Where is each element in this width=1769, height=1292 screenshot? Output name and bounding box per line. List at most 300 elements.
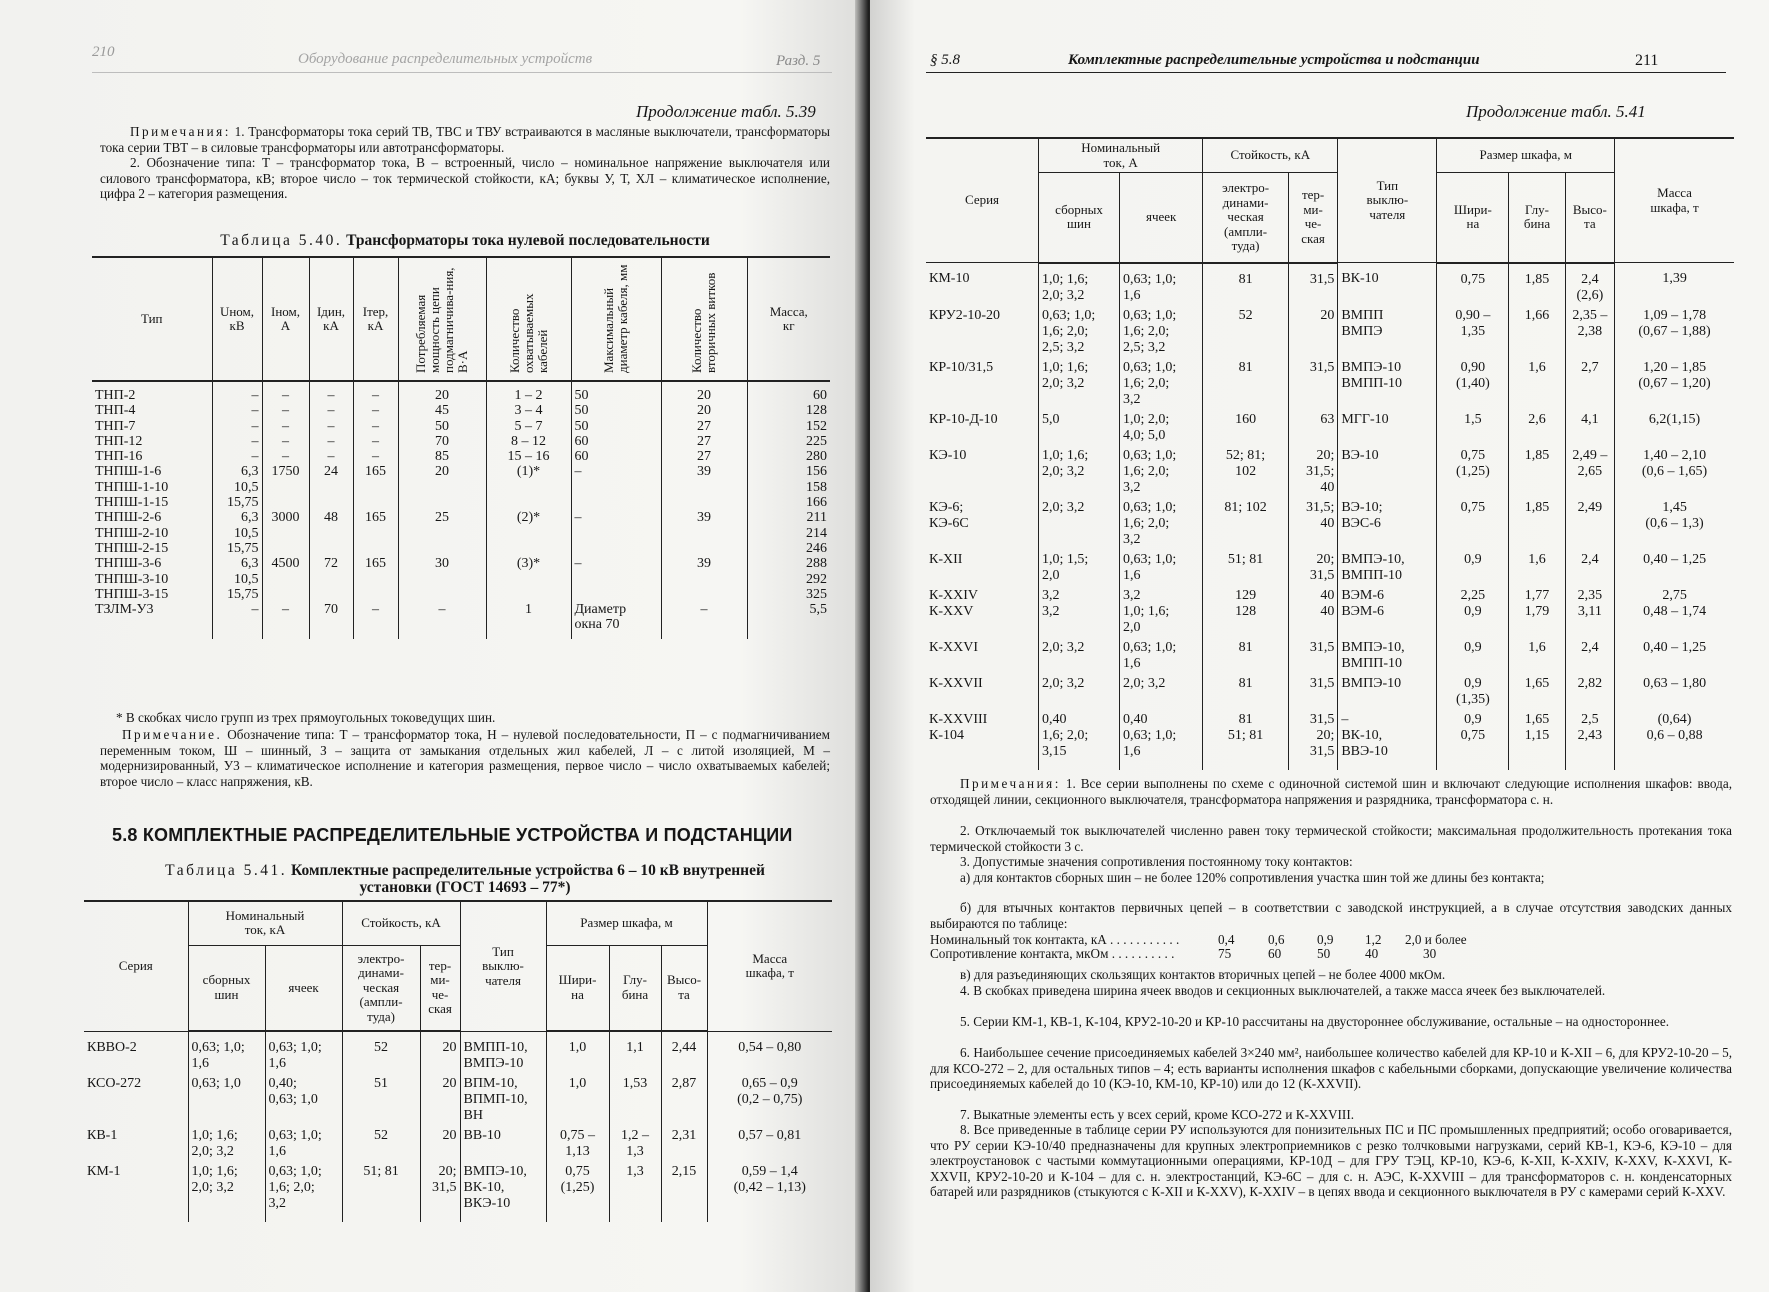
t541l-cell-series: КВВО-2 [84,1031,188,1076]
t540-cell-m: 5,5 [747,602,830,633]
t540-cell-type: ТЗЛМ-У3 [92,602,212,633]
t541r-cell-ter: 31,5 [1288,263,1338,308]
t540-cell-u: – – – – – [212,381,262,464]
t541r-head-series: Серия [926,138,1039,263]
t541r-row [926,500,1734,552]
t541l-cell-ter: 20; 31,5 [420,1164,460,1216]
t540-head-max-diameter: Максимальный диаметр кабеля, мм [601,264,630,374]
t541r-head-thermal: тер- ми- че- ская [1288,173,1338,263]
t541r-cell-breaker: ВК-10 [1338,263,1437,308]
t540-row [92,602,830,633]
t541r-cell-ter: 20; 31,5; 40 [1288,448,1338,500]
t540-cell-d: 50 50 50 60 60 [571,381,661,464]
t540-head-turns: Количество вторичных витков [689,272,718,374]
t541r-cell-cell: 0,63; 1,0; 1,6; 2,0; 3,2 [1120,500,1203,552]
t541r-cell-bus: 3,2 3,2 [1039,588,1120,640]
t541r-cell-breaker: ВЭ-10; ВЭС-6 [1338,500,1437,552]
t541r-cell-w: 1,5 [1437,412,1509,448]
t541l-head-cells: ячеек [265,945,342,1031]
t541r-cell-cell: 0,63; 1,0; 1,6 [1120,640,1203,676]
t541l-head-size: Размер шкафа, м [546,901,707,945]
t541r-cell-bus: 5,0 [1039,412,1120,448]
t540-head-power: Потребляемая мощность цепи подмагничива-ния, В·А [413,267,470,374]
t541r-head-width: Шири- на [1437,173,1509,263]
t541r-cell-w: 0,9 [1437,552,1509,588]
t541r-cell-bus: 2,0; 3,2 [1039,676,1120,712]
mini-value: 60 [1268,946,1282,961]
t541r-cell-w: 2,25 0,9 [1437,588,1509,640]
t540-cell-n: (3)* [486,556,571,602]
t541l-cell-d: 1,53 [609,1076,661,1128]
right-notes-n7: 7. Выкатные элементы есть у всех серий, кроме КСО-272 и К-XXVIII. [960,1107,1355,1122]
mini-row-2-label: Сопротивление контакта, мкОм . . . . . . . . . . [930,946,1175,961]
t541r-cell-h: 2,7 [1565,360,1615,412]
t541l-row [84,1031,832,1076]
right-notes-n6: 6. Наибольшее сечение присоединяемых кабелей 3×240 мм², наибольшее количество кабелей для КР-10 и К-XII – 6, для КРУ2-10-20 – 5, для КСО-272 – 2, для остальных типов – 4; есть варианты исполнения шкафов с кабельными сборками, допускающие увеличение количества присоединяемых кабелей до 10 (КЭ-10, КМ-10, КР-10) или до 12 (К-XXVII). [930,1045,1732,1092]
t540-cell-iter: – [353,602,398,633]
right-notes-n2: 2. Отключаемый ток выключателей численно равен току термической стойкости; максимальная продолжительность протекания тока термической стойкости 3 с. [930,823,1732,854]
right-notes-n1 [930,776,1732,807]
t541r-cell-series: КЭ-10 [926,448,1039,500]
t541r-cell-ter: 20 [1288,308,1338,360]
t541r-cell-cell: 2,0; 3,2 [1120,676,1203,712]
t540-cell-w: 39 [661,464,747,510]
t541r-cell-w: 0,75 [1437,263,1509,308]
t541r-cell-dyn: 160 [1203,412,1289,448]
t540-cell-i: – [262,602,309,633]
t541r-cell-ter: 31,5 [1288,640,1338,676]
t541r-cell-bus: 0,63; 1,0; 1,6; 2,0; 2,5; 3,2 [1039,308,1120,360]
mini-value: 1,2 [1365,932,1382,947]
t541r-head-breaker: Тип выклю- чателя [1338,138,1437,263]
t541r-head-stability: Стойкость, кА [1203,138,1338,173]
t541r-cell-cell: 0,63; 1,0; 1,6 [1120,263,1203,308]
t541l-head-height: Высо- та [661,945,707,1031]
t541l-cell-m: 0,65 – 0,9 (0,2 – 0,75) [707,1076,832,1128]
t540-cell-idin: 72 [309,556,353,602]
table-541-caption-1 [100,862,830,880]
t541r-head-cells: ячеек [1120,173,1203,263]
t540-cell-idin: 48 [309,510,353,556]
t541l-head-series: Серия [84,901,188,1031]
t540-head-i-din: Iдин, кА [309,257,353,381]
right-notes-n3a: а) для контактов сборных шин – не более 120% сопротивления участка шин той же длины без контакта; [960,870,1545,885]
t541r-cell-cell: 0,63; 1,0; 1,6 [1120,552,1203,588]
mini-value: 0,6 [1268,932,1285,947]
right-notes-text-1: 1. Все серии выполнены по схеме с одиночной системой шин и включают следующие исполнения шкафов: ввода, отходящей линии, секционного выключателя, трансформатора напряжения и разрядника, трансформатора с. н. [930,776,1732,807]
t541r-cell-m: 1,20 – 1,85 (0,67 – 1,20) [1615,360,1734,412]
t540-cell-type: ТНП-2 ТНП-4 ТНП-7 ТНП-12 ТНП-16 [92,381,212,464]
left-section-ref: Разд. 5 [776,53,821,69]
t541r-cell-breaker: ВЭ-10 [1338,448,1437,500]
t541r-cell-cell: 0,63; 1,0; 1,6; 2,0; 3,2 [1120,360,1203,412]
t541r-row [926,412,1734,448]
t540-cell-type: ТНПШ-3-6 ТНПШ-3-10 ТНПШ-3-15 [92,556,212,602]
t541r-cell-w: 0,75 (1,25) [1437,448,1509,500]
t541l-cell-bus: 1,0; 1,6; 2,0; 3,2 [188,1128,265,1164]
t541r-cell-m: 1,40 – 2,10 (0,6 – 1,65) [1615,448,1734,500]
right-notes-n8: 8. Все приведенные в таблице серии РУ используются для понизительных ПС и ПС промышленных предприятий; особо оговаривается, что РУ серии КЭ-10/40 предназначены для крупных электроприемников с резко толчковыми нагрузками, серий КВ-1, КЭ-6, КЭ-10 – для электроустановок с частыми коммутационными операциями, КР-10Д – для ГРУ ТЭЦ, КР-10, КЭ-6, К-XII, К-XXIV, К-XXV, К-XXVI, К-XXVII, КРУ2-10-20 и К-104 – для с. н. электростанций, КЭ-6С – для с. н. АЭС, К-XXVIII – для трансформаторов с. н. конденсаторных батарей или разрядников (стыкуются с К-XII и К-XXV), К-XXIV – в цепях ввода и секционного выключателя в РУ с камерами серий К-XXV. [930,1122,1732,1200]
t540-cell-iter: 165 [353,510,398,556]
t541l-cell-breaker: ВВ-10 [460,1128,546,1164]
table-540-footnote: * В скобках число групп из трех прямоугольных токоведущих шин. [116,710,496,725]
t541r-cell-m: 1,45 (0,6 – 1,3) [1615,500,1734,552]
t541r-cell-ter: 20; 31,5 [1288,552,1338,588]
t540-cell-iter: 165 [353,556,398,602]
t541r-row [926,588,1734,640]
t541l-cell-d: 1,3 [609,1164,661,1216]
t541l-cell-ter: 20 [420,1128,460,1164]
t541r-head-busbars: сборных шин [1039,173,1120,263]
t540-cell-iter: – – – – – [353,381,398,464]
t541l-cell-series: КСО-272 [84,1076,188,1128]
t541r-cell-h: 2,4 (2,6) [1565,263,1615,308]
mini-value: 2,0 и более [1405,932,1467,947]
t541r-row [926,308,1734,360]
t540-cell-p: 25 [398,510,486,556]
mini-row-1-label: Номинальный ток контакта, кА . . . . . . . . . . . [930,932,1180,947]
t541r-head-nominal-current: Номинальный ток, А [1039,138,1203,173]
t540-cell-m: 211 214 246 [747,510,830,556]
t541r-cell-w: 0,90 – 1,35 [1437,308,1509,360]
t541r-cell-breaker: – ВК-10, ВВЭ-10 [1338,712,1437,764]
t541l-cell-cell: 0,63; 1,0; 1,6 [265,1031,342,1076]
t540-cell-type: ТНПШ-2-6 ТНПШ-2-10 ТНПШ-2-15 [92,510,212,556]
notes-539-text-1: 1. Трансформаторы тока серий ТВ, ТВС и ТВУ встраиваются в масляные выключатели, трансформаторы тока серии ТВТ – в силовые трансформаторы или автотрансформаторы. [100,124,830,155]
t541r-cell-d: 1,65 1,15 [1509,712,1565,764]
right-page [870,0,1769,1292]
t541l-cell-cell: 0,63; 1,0; 1,6 [265,1128,342,1164]
t541r-row [926,448,1734,500]
t541r-cell-ter: 31,5; 40 [1288,500,1338,552]
t541r-cell-h: 2,4 [1565,552,1615,588]
t541r-cell-cell: 0,40 0,63; 1,0; 1,6 [1120,712,1203,764]
t540-cell-d: Диаметр окна 70 [571,602,661,633]
t541r-cell-ter: 63 [1288,412,1338,448]
table-540-caption [100,232,830,250]
t540-cell-m: 60 128 152 225 280 [747,381,830,464]
t540-cell-u: – [212,602,262,633]
t541r-cell-series: КР-10-Д-10 [926,412,1039,448]
mini-value: 30 [1423,946,1437,961]
mini-value: 0,9 [1317,932,1334,947]
t541r-cell-breaker: ВМПП ВМПЭ [1338,308,1437,360]
t541r-cell-h: 2,35 3,11 [1565,588,1615,640]
t541r-cell-breaker: ВМПЭ-10 [1338,676,1437,712]
right-running-title: Комплектные распределительные устройства и подстанции [1068,52,1480,68]
t541r-cell-w: 0,9 0,75 [1437,712,1509,764]
left-page [0,0,870,1292]
t541l-head-busbars: сборных шин [188,945,265,1031]
t541l-cell-series: КВ-1 [84,1128,188,1164]
t541r-cell-bus: 2,0; 3,2 [1039,640,1120,676]
section-heading: 5.8 КОМПЛЕКТНЫЕ РАСПРЕДЕЛИТЕЛЬНЫЕ УСТРОЙСТВА И ПОДСТАНЦИИ [112,825,793,845]
t541r-cell-bus: 1,0; 1,6; 2,0; 3,2 [1039,360,1120,412]
t541r-cell-d: 1,85 [1509,500,1565,552]
t540-body [92,381,830,639]
t541r-row [926,640,1734,676]
t541r-cell-d: 1,6 [1509,552,1565,588]
t540-cell-d: – [571,556,661,602]
t541l-head-nominal-current: Номинальный ток, кА [188,901,342,945]
t540-head-mass: Масса, кг [747,257,830,381]
t540-cell-i: 3000 [262,510,309,556]
t541l-cell-series: КМ-1 [84,1164,188,1216]
t541r-head-size: Размер шкафа, м [1437,138,1615,173]
mini-value: 50 [1317,946,1331,961]
t541l-cell-bus: 0,63; 1,0 [188,1076,265,1128]
t541r-row [926,552,1734,588]
t541r-cell-w: 0,90 (1,40) [1437,360,1509,412]
t541r-cell-h: 2,5 2,43 [1565,712,1615,764]
table-540-caption-title: Трансформаторы тока нулевой последовательности [346,232,710,249]
t541r-cell-breaker: ВЭМ-6 ВЭМ-6 [1338,588,1437,640]
t541r-cell-m: 0,40 – 1,25 [1615,640,1734,676]
table-540-note-text: Обозначение типа: Т – трансформатор тока, Н – нулевой последовательности, П – с подмагничиванием переменным током, Ш – шинный, З – защита от замыкания отдельных жил кабелей, Л – с литой изоляцией, М – модернизированный, У3 – климатическое исполнение и категория размещения, первое число – число охватываемых кабелей; второе число – класс напряжения, кВ. [100,727,830,789]
t541l-cell-h: 2,44 [661,1031,707,1076]
t541r-cell-h: 2,49 – 2,65 [1565,448,1615,500]
t541r-cell-series: К-XXVII [926,676,1039,712]
table-540-caption-label: Таблица 5.40. [220,232,343,249]
t541l-head-depth: Глу- бина [609,945,661,1031]
t541r-cell-m: 0,40 – 1,25 [1615,552,1734,588]
t541r-head-height: Высо- та [1565,173,1615,263]
t541r-cell-bus: 1,0; 1,5; 2,0 [1039,552,1120,588]
right-notes-n3c: в) для разъединяющих скользящих контактов вторичных цепей – не более 4000 мкОм. [960,967,1446,982]
t541r-cell-dyn: 81 [1203,263,1289,308]
t541r-cell-cell: 1,0; 2,0; 4,0; 5,0 [1120,412,1203,448]
t541r-cell-h: 2,35 – 2,38 [1565,308,1615,360]
t541l-row [84,1076,832,1128]
t541l-cell-dyn: 52 [342,1031,420,1076]
t541l-cell-dyn: 51 [342,1076,420,1128]
t541l-body [84,1031,832,1222]
t541l-head-dynamic: электро- динами- ческая (ампли- туда) [342,945,420,1031]
t541r-cell-series: К-XXVIII К-104 [926,712,1039,764]
t541r-cell-series: КЭ-6; КЭ-6С [926,500,1039,552]
t540-cell-m: 156 158 166 [747,464,830,510]
table-540-note [100,727,830,789]
mini-value: 75 [1218,946,1232,961]
t541r-head-depth: Глу- бина [1509,173,1565,263]
t541r-cell-series: К-XXIV К-XXV [926,588,1039,640]
t540-row [92,510,830,556]
t541l-cell-m: 0,57 – 0,81 [707,1128,832,1164]
t541r-cell-ter: 40 40 [1288,588,1338,640]
t540-cell-n: (2)* [486,510,571,556]
left-page-number: 210 [92,44,115,60]
t540-cell-w: 39 [661,556,747,602]
t540-cell-type: ТНПШ-1-6 ТНПШ-1-10 ТНПШ-1-15 [92,464,212,510]
t540-cell-w: – [661,602,747,633]
t541r-cell-d: 1,65 [1509,676,1565,712]
t541r-cell-breaker: МГГ-10 [1338,412,1437,448]
t540-row [92,381,830,464]
t541r-cell-breaker: ВМПЭ-10, ВМПП-10 [1338,552,1437,588]
t540-cell-i: – – – – – [262,381,309,464]
t540-cell-i: 4500 [262,556,309,602]
t541r-cell-dyn: 81 [1203,676,1289,712]
right-notes-n3: 3. Допустимые значения сопротивления постоянному току контактов: [960,854,1353,869]
t541r-cell-ter: 31,5 [1288,676,1338,712]
t540-cell-n: 1 – 2 3 – 4 5 – 7 8 – 12 15 – 16 [486,381,571,464]
table-541-caption-title-2: установки (ГОСТ 14693 – 77*) [359,879,571,896]
table-540 [92,256,830,639]
t541l-cell-bus: 0,63; 1,0; 1,6 [188,1031,265,1076]
notes-539-n1 [100,124,830,155]
t541r-cell-d: 1,85 [1509,448,1565,500]
t541r-body [926,263,1734,770]
t541r-cell-d: 1,66 [1509,308,1565,360]
t540-cell-idin: – – – – – [309,381,353,464]
mini-value: 40 [1365,946,1379,961]
right-header-rule [926,72,1726,73]
t541l-cell-h: 2,15 [661,1164,707,1216]
t541r-cell-dyn: 129 128 [1203,588,1289,640]
t541l-head-mass: Масса шкафа, т [707,901,832,1031]
t541l-cell-d: 1,1 [609,1031,661,1076]
continuation-label-541: Продолжение табл. 5.41 [1466,102,1646,121]
t541l-row [84,1128,832,1164]
t541l-cell-w: 0,75 – 1,13 [546,1128,609,1164]
t540-row [92,556,830,602]
t540-head-type: Тип [92,257,212,381]
table-541-caption-title-1: Комплектные распределительные устройства 6 – 10 кВ внутренней [291,862,765,879]
t541l-cell-bus: 1,0; 1,6; 2,0; 3,2 [188,1164,265,1216]
t541l-row [84,1164,832,1216]
t541l-cell-ter: 20 [420,1031,460,1076]
right-notes-n5: 5. Серии КМ-1, КВ-1, К-104, КРУ2-10-20 и КР-10 рассчитаны на двустороннее обслуживание, остальные – на одностороннее. [960,1014,1670,1029]
t541r-cell-d: 1,85 [1509,263,1565,308]
t540-cell-p: 20 [398,464,486,510]
t541r-cell-series: КМ-10 [926,263,1039,308]
right-notes-n3b: б) для втычных контактов первичных цепей – в соответствии с заводской инструкцией, а в случае отсутствия заводских данных выбираются по таблице: [930,900,1732,931]
t541r-cell-dyn: 81 [1203,360,1289,412]
t541r-cell-w: 0,75 [1437,500,1509,552]
t541r-cell-bus: 1,0; 1,6; 2,0; 3,2 [1039,263,1120,308]
t540-cell-u: 6,3 10,5 15,75 [212,510,262,556]
t541r-cell-h: 2,4 [1565,640,1615,676]
t541r-cell-dyn: 81; 102 [1203,500,1289,552]
t541r-cell-w: 0,9 [1437,640,1509,676]
t541l-cell-cell: 0,40; 0,63; 1,0 [265,1076,342,1128]
t541l-head-breaker: Тип выклю- чателя [460,901,546,1031]
t541r-head-dynamic: электро- динами- ческая (ампли- туда) [1203,173,1289,263]
t541l-cell-m: 0,59 – 1,4 (0,42 – 1,13) [707,1164,832,1216]
t540-row [92,464,830,510]
t541r-cell-series: КР-10/31,5 [926,360,1039,412]
t541r-row [926,676,1734,712]
t541r-cell-cell: 0,63; 1,0; 1,6; 2,0; 2,5; 3,2 [1120,308,1203,360]
t540-cell-w: 39 [661,510,747,556]
t541r-cell-m: 2,75 0,48 – 1,74 [1615,588,1734,640]
t541l-cell-h: 2,31 [661,1128,707,1164]
t541r-cell-bus: 2,0; 3,2 [1039,500,1120,552]
t541r-cell-dyn: 81 [1203,640,1289,676]
t541l-cell-dyn: 52 [342,1128,420,1164]
t540-head-i-ter: Iтер, кА [353,257,398,381]
t540-cell-i: 1750 [262,464,309,510]
t541l-cell-w: 1,0 [546,1076,609,1128]
t541l-head-stability: Стойкость, кА [342,901,460,945]
t540-cell-u: 6,3 10,5 15,75 [212,556,262,602]
t541r-cell-d: 1,77 1,79 [1509,588,1565,640]
t541r-cell-m: 1,39 [1615,263,1734,308]
t541r-cell-h: 2,49 [1565,500,1615,552]
t541l-head-width: Шири- на [546,945,609,1031]
t541r-cell-cell: 3,2 1,0; 1,6; 2,0 [1120,588,1203,640]
t541r-cell-m: (0,64) 0,6 – 0,88 [1615,712,1734,764]
t541r-cell-breaker: ВМПЭ-10, ВМПП-10 [1338,640,1437,676]
t541r-cell-d: 1,6 [1509,360,1565,412]
t540-cell-d: – [571,464,661,510]
t541r-row [926,263,1734,308]
left-running-title: Оборудование распределительных устройств [298,51,593,67]
t540-cell-u: 6,3 10,5 15,75 [212,464,262,510]
t541r-cell-d: 2,6 [1509,412,1565,448]
t541r-cell-bus: 1,0; 1,6; 2,0; 3,2 [1039,448,1120,500]
t540-head-i-nom: Iном, А [262,257,309,381]
t540-cell-w: 20 20 27 27 27 [661,381,747,464]
t541l-cell-breaker: ВМПП-10, ВМПЭ-10 [460,1031,546,1076]
t540-cell-p: 30 [398,556,486,602]
table-541-right [926,137,1734,770]
t541r-cell-m: 6,2(1,15) [1615,412,1734,448]
t541r-cell-series: КРУ2-10-20 [926,308,1039,360]
t540-head-cables-count: Количество охватываемых кабелей [506,293,550,374]
t541r-cell-cell: 0,63; 1,0; 1,6; 2,0; 3,2 [1120,448,1203,500]
t541r-cell-dyn: 51; 81 [1203,552,1289,588]
t541l-cell-w: 0,75 (1,25) [546,1164,609,1216]
t541r-cell-d: 1,6 [1509,640,1565,676]
t541r-cell-m: 1,09 – 1,78 (0,67 – 1,88) [1615,308,1734,360]
t541l-head-thermal: тер- ми- че- ская [420,945,460,1031]
t541l-cell-cell: 0,63; 1,0; 1,6; 2,0; 3,2 [265,1164,342,1216]
t540-cell-p: – [398,602,486,633]
t540-cell-d: – [571,510,661,556]
t541r-row [926,360,1734,412]
right-section-ref: § 5.8 [930,52,960,68]
t540-cell-idin: 24 [309,464,353,510]
t541r-cell-ter: 31,5 20; 31,5 [1288,712,1338,764]
t541r-cell-h: 4,1 [1565,412,1615,448]
t541l-cell-w: 1,0 [546,1031,609,1076]
t541r-cell-breaker: ВМПЭ-10 ВМПП-10 [1338,360,1437,412]
t541r-cell-ter: 31,5 [1288,360,1338,412]
t540-cell-p: 20 45 50 70 85 [398,381,486,464]
left-header-rule [92,72,832,73]
right-notes-lead: Примечания: [960,776,1061,791]
t541r-cell-dyn: 52; 81; 102 [1203,448,1289,500]
t541l-cell-h: 2,87 [661,1076,707,1128]
t541r-cell-series: К-XII [926,552,1039,588]
mini-value: 0,4 [1218,932,1235,947]
t541r-cell-w: 0,9 (1,35) [1437,676,1509,712]
t541l-cell-m: 0,54 – 0,80 [707,1031,832,1076]
t541l-cell-ter: 20 [420,1076,460,1128]
t541l-cell-dyn: 51; 81 [342,1164,420,1216]
t541l-cell-breaker: ВМПЭ-10, ВК-10, ВКЭ-10 [460,1164,546,1216]
table-541-caption-label: Таблица 5.41. [165,862,288,879]
t541r-cell-dyn: 52 [1203,308,1289,360]
t540-head-u-nom: Uном, кВ [212,257,262,381]
t540-cell-idin: 70 [309,602,353,633]
t541r-cell-h: 2,82 [1565,676,1615,712]
right-page-number: 211 [1635,52,1659,69]
t540-cell-iter: 165 [353,464,398,510]
t541r-cell-m: 0,63 – 1,80 [1615,676,1734,712]
continuation-label-539: Продолжение табл. 5.39 [636,102,816,121]
